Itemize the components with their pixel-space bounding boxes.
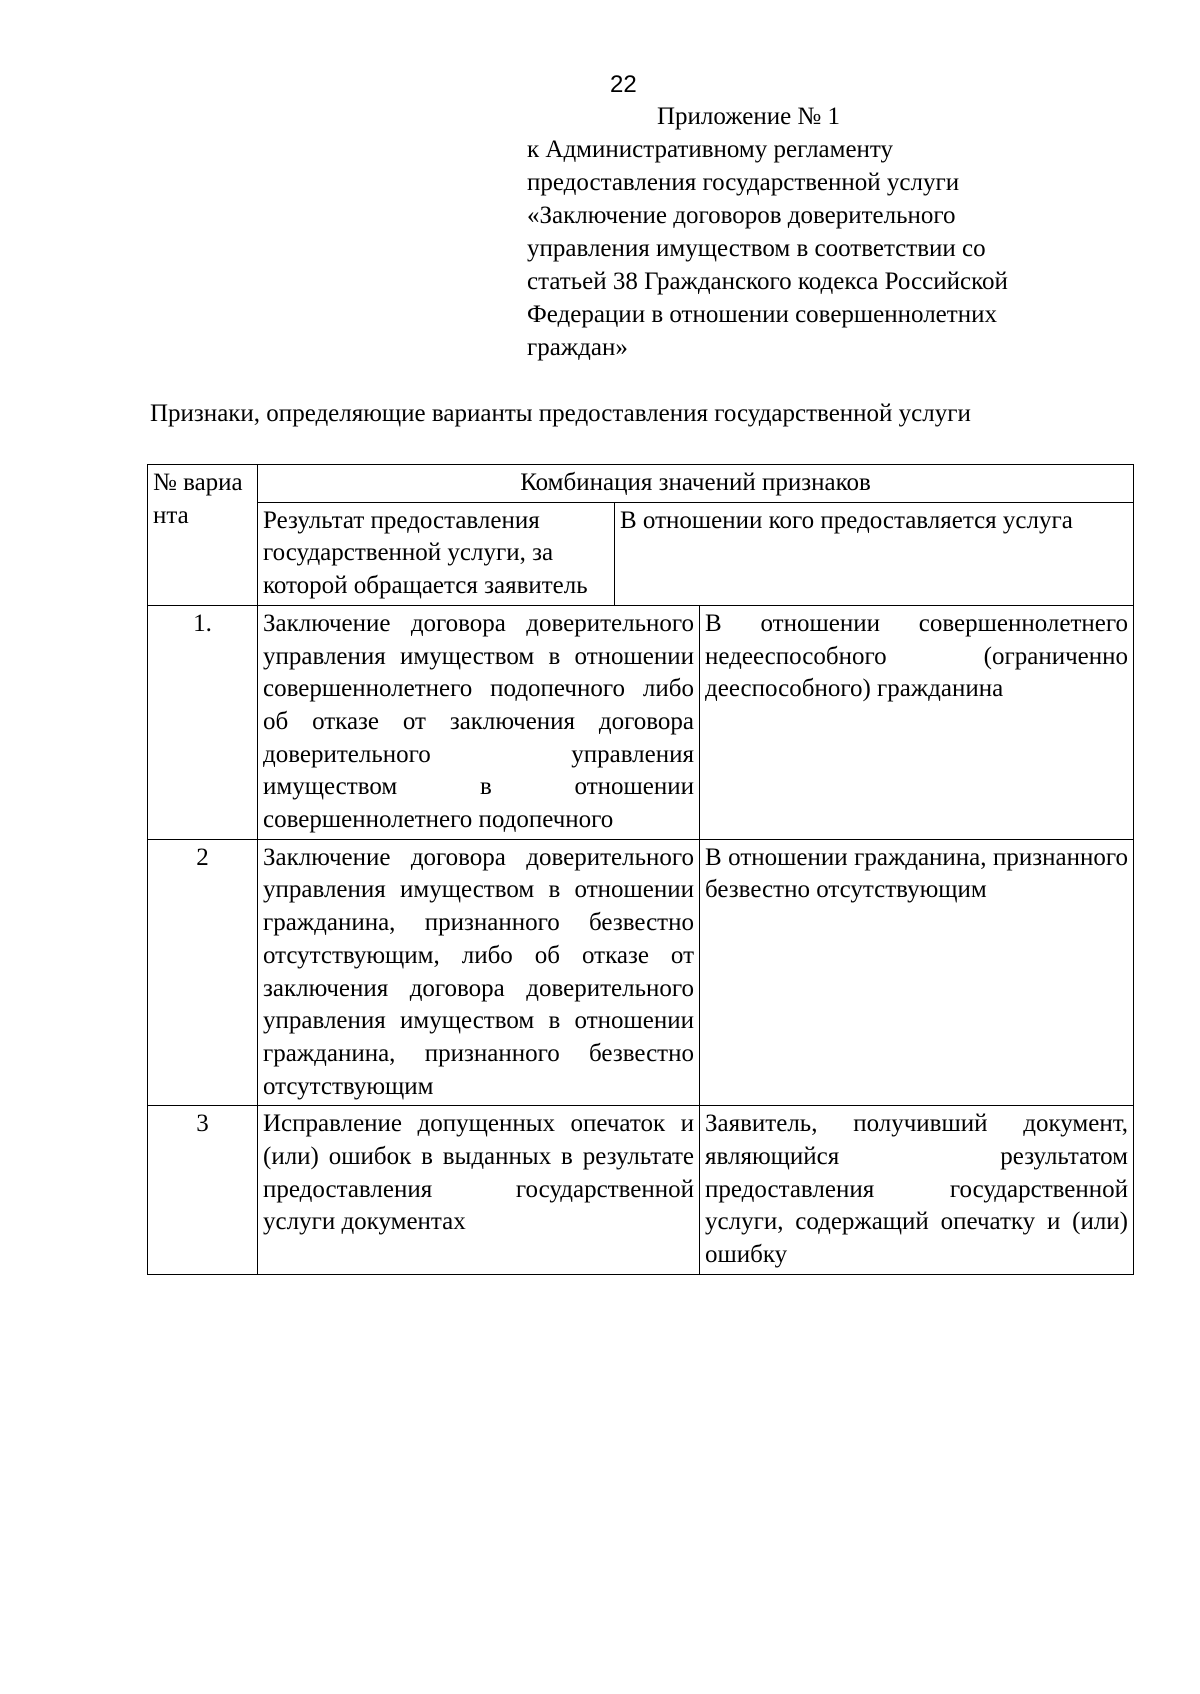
- appendix-title: Приложение № 1: [657, 103, 841, 130]
- row-subject: В отношении совершеннолетнего недееспособного (ограниченно дееспособного) гражданина: [700, 605, 1134, 839]
- row-subject: В отношении гражданина, признанного безвестно отсутствующим: [700, 839, 1134, 1106]
- row-number: 2: [148, 839, 258, 1106]
- header-subject: В отношении кого предоставляется услуга: [615, 502, 1134, 605]
- page-number: 22: [610, 71, 637, 98]
- table-row: [148, 839, 1134, 1106]
- header-variant-number: № варианта: [148, 465, 258, 606]
- appendix-line: граждан»: [527, 334, 628, 361]
- table-header-row: [148, 465, 1134, 503]
- appendix-line: управления имуществом в соответствии со: [527, 235, 986, 262]
- appendix-line: предоставления государственной услуги: [527, 169, 960, 196]
- appendix-line: «Заключение договоров доверительного: [527, 202, 956, 229]
- variants-table: [147, 464, 1134, 1275]
- appendix-line: Федерации в отношении совершеннолетних: [527, 301, 997, 328]
- header-result: Результат предоставления государственной услуги, за которой обращается заявитель: [258, 502, 615, 605]
- header-combination: Комбинация значений признаков: [258, 465, 1134, 503]
- appendix-header: [527, 100, 1087, 364]
- row-result: Исправление допущенных опечаток и (или) ошибок в выданных в результате предоставления государственной услуги документах: [258, 1106, 700, 1275]
- table-row: [148, 605, 1134, 839]
- appendix-line: статьей 38 Гражданского кодекса Российской: [527, 268, 1008, 295]
- row-number: 3: [148, 1106, 258, 1275]
- row-number: 1.: [148, 605, 258, 839]
- row-subject: Заявитель, получивший документ, являющийся результатом предоставления государственной услуги, содержащий опечатку и (или) ошибку: [700, 1106, 1134, 1275]
- appendix-line: к Административному регламенту: [527, 136, 894, 163]
- document-heading: Признаки, определяющие варианты предоставления государственной услуги: [150, 400, 971, 427]
- row-result: Заключение договора доверительного управления имуществом в отношении совершеннолетнего подопечного либо об отказе от заключения договора доверительного управления имуществом в отношении совершеннолетнего подопечного: [258, 605, 700, 839]
- table-row: [148, 1106, 1134, 1275]
- row-result: Заключение договора доверительного управления имуществом в отношении гражданина, признанного безвестно отсутствующим, либо об отказе от заключения договора доверительного управления имуществом в отношении гражданина, признанного безвестно отсутствующим: [258, 839, 700, 1106]
- table-subheader-row: [148, 502, 1134, 605]
